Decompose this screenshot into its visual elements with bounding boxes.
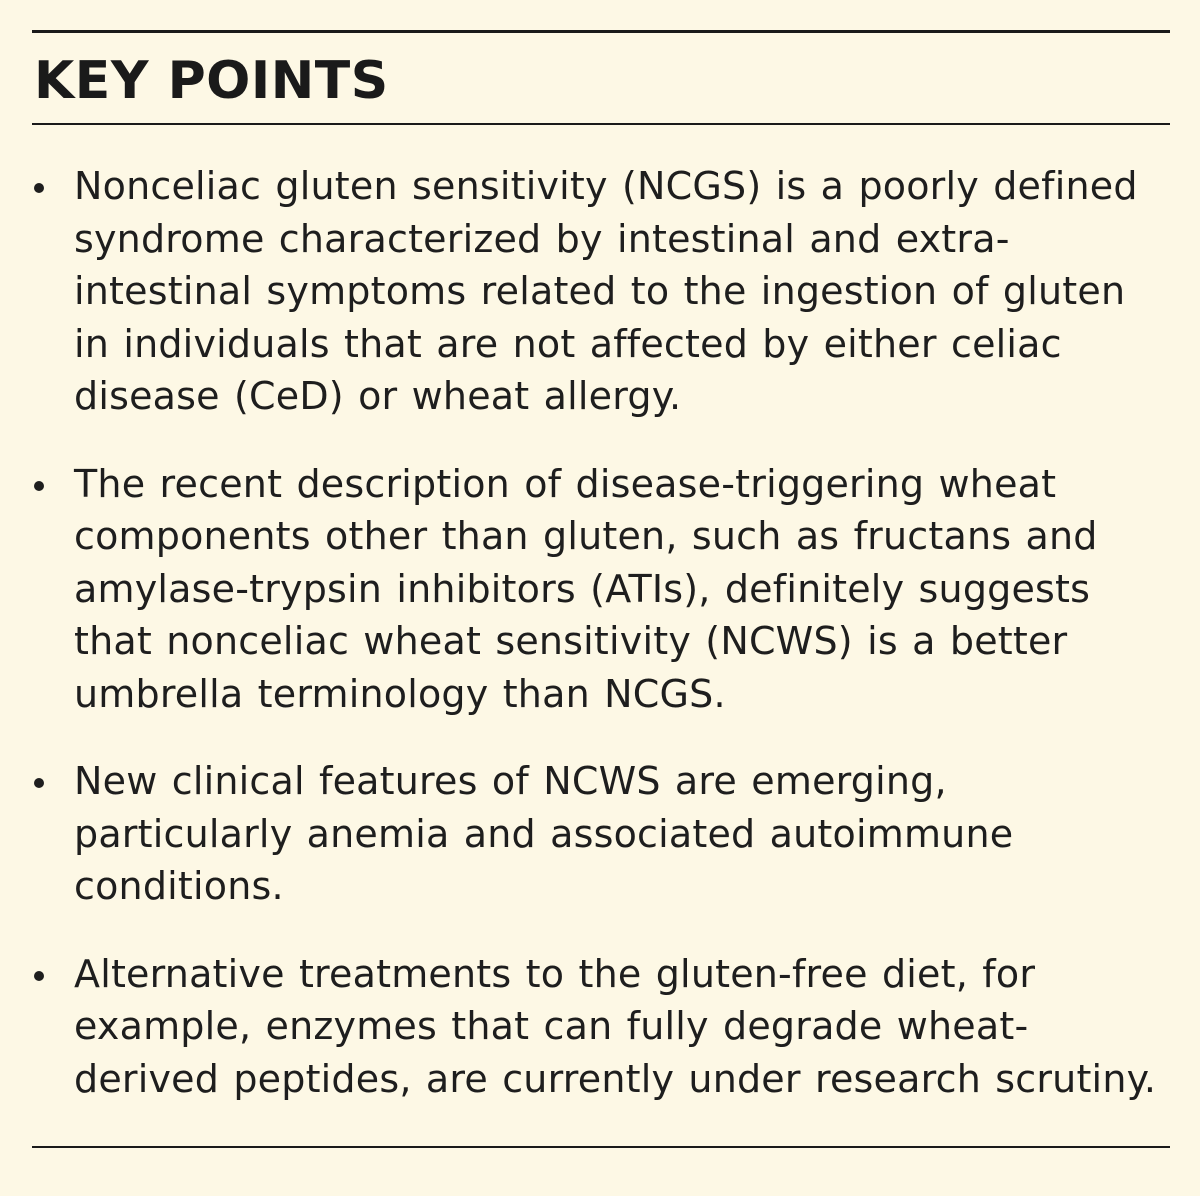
bullet-icon bbox=[34, 183, 44, 193]
key-point-4 bbox=[32, 948, 1170, 1106]
heading-rule bbox=[32, 123, 1170, 125]
key-point-text: Nonceliac gluten sensitivity (NCGS) is a poorly defined syndrome characterized by intestinal and extra-intestinal symptoms related to the ingestion of gluten in individuals that are not affected by either celiac disease (CeD) or wheat allergy. bbox=[74, 164, 1138, 418]
bullet-icon bbox=[34, 971, 44, 981]
key-point-3 bbox=[32, 755, 1170, 913]
top-rule bbox=[32, 30, 1170, 33]
key-point-1 bbox=[32, 160, 1170, 423]
key-point-text: New clinical features of NCWS are emerging, particularly anemia and associated autoimmune conditions. bbox=[74, 759, 1014, 908]
bottom-rule bbox=[32, 1146, 1170, 1148]
bullet-icon bbox=[34, 778, 44, 788]
key-points-list bbox=[32, 160, 1170, 1140]
key-point-text: Alternative treatments to the gluten-free diet, for example, enzymes that can fully degrade wheat-derived peptides, are currently under research scrutiny. bbox=[74, 951, 1157, 1101]
bullet-icon bbox=[34, 481, 44, 491]
key-point-2 bbox=[32, 458, 1170, 721]
key-points-heading: KEY POINTS bbox=[34, 51, 389, 111]
key-point-text: The recent description of disease-triggering wheat components other than gluten, such as fructans and amylase-trypsin inhibitors (ATIs), definitely suggests that nonceliac wheat sensitivity (NCWS) is a better umbrella terminology than NCGS. bbox=[74, 461, 1098, 716]
key-points-box bbox=[32, 30, 1170, 1150]
